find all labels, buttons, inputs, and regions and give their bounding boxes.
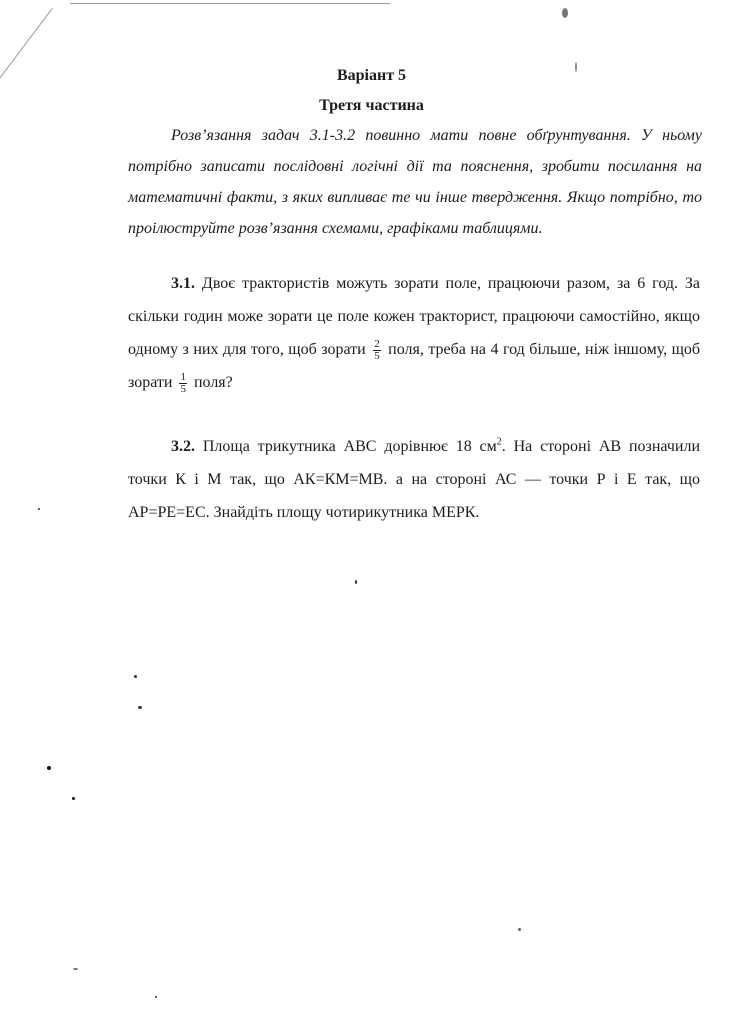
problem-text: поля? [193,374,233,391]
variant-title: Варіант 5 [336,67,407,84]
fraction-numerator: 2 [374,337,380,350]
fraction-denominator: 5 [180,382,186,395]
scan-speck [47,766,51,770]
problem-text: поля, треба на 4 год більше, ніж іншому, щоб зорати [128,341,701,391]
scan-speck [72,797,75,800]
fraction-denominator: 5 [374,349,380,362]
problem-number: 3.2. [171,438,195,455]
problem-text: . На стороні АВ позначили точки К і М так, що АК=КМ=МВ. а на стороні АС — точки Р і Е так, що АР=РЕ=ЕС. Знайдіть площу чотирикутника МЕРК. [128,438,701,521]
fraction-numerator: 1 [180,370,186,383]
instructions-paragraph: Розв’язання задач 3.1-3.2 повинно мати повне обґрунтування. У ньому потрібно записати послідовні логічні дії та пояснення, зробити посилання на математичні факти, з яких випливає те чи інше твердження. Якщо потрібно, то проілюструйте розв’язання схемами, графіками таблицями. [128,127,702,237]
fraction [179,372,187,395]
problem-text: Двоє трактористів можуть зорати поле, працюючи разом, за 6 год. За скільки годин може зорати це поле кожен тракторист, працюючи самостійно, якщо одному з них для того, щоб зорати [128,275,701,358]
scan-speck [518,928,521,931]
scan-speck [73,968,78,970]
scan-speck [562,8,568,18]
superscript: 2 [496,436,502,448]
scan-speck [355,580,357,584]
problem-3-1 [128,267,700,399]
scan-speck [155,996,157,998]
problem-3-2 [128,430,700,529]
scan-speck [138,706,142,709]
problem-number: 3.1. [171,275,195,292]
scan-speck [38,508,40,510]
fraction [373,339,381,362]
part-title: Третя частина [319,97,424,114]
scan-edge-line-top [70,3,390,4]
problem-text: Площа трикутника АВС дорівнює 18 см [202,438,497,455]
scan-speck [134,675,137,678]
